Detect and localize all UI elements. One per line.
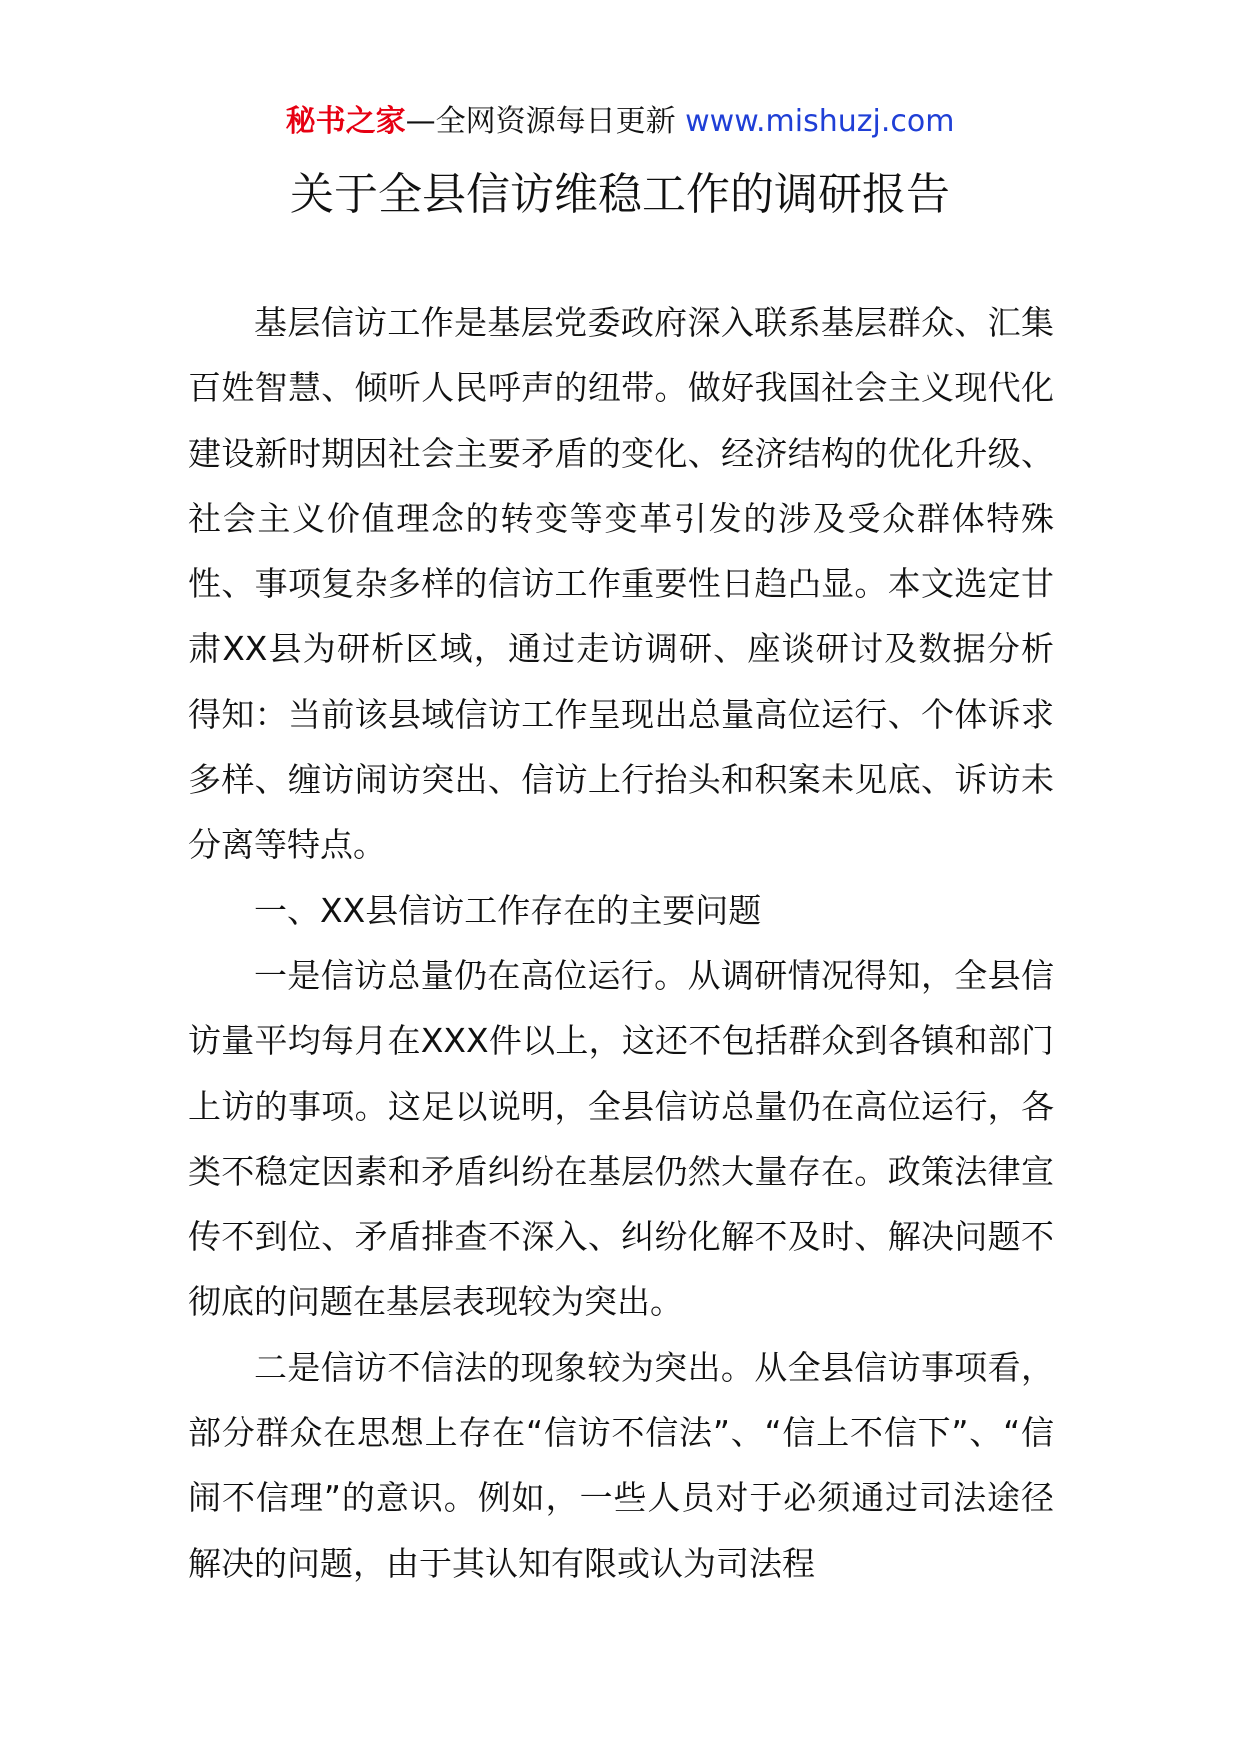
body-paragraph-2: 二是信访不信法的现象较为突出。从全县信访事项看，部分群众在思想上存在“信访不信法”、“信上不信下”、“信闹不信理”的意识。例如，一些人员对于必须通过司法途径解决的问题，由于其认知有限或认为司法程	[188, 1347, 1054, 1583]
site-url-link[interactable]: www.mishuzj.com	[685, 104, 955, 139]
banner-tagline: —全网资源每日更新	[405, 104, 686, 139]
document-title: 关于全县信访维稳工作的调研报告	[290, 169, 950, 220]
site-banner	[0, 102, 1240, 142]
brand-name: 秘书之家	[285, 104, 406, 139]
document-body	[188, 290, 1054, 1596]
section-heading: 一、XX县信访工作存在的主要问题	[254, 890, 762, 930]
intro-paragraph: 基层信访工作是基层党委政府深入联系基层群众、汇集百姓智慧、倾听人民呼声的纽带。做好我国社会主义现代化建设新时期因社会主要矛盾的变化、经济结构的优化升级、社会主义价值理念的转变等变革引发的涉及受众群体特殊性、事项复杂多样的信访工作重要性日趋凸显。本文选定甘肃XX县为研析区域，通过走访调研、座谈研讨及数据分析得知：当前该县域信访工作呈现出总量高位运行、个体诉求多样、缠访闹访突出、信访上行抬头和积案未见底、诉访未分离等特点。	[188, 303, 1054, 865]
body-paragraph-1: 一是信访总量仍在高位运行。从调研情况得知，全县信访量平均每月在XXX件以上，这还不包括群众到各镇和部门上访的事项。这足以说明，全县信访总量仍在高位运行，各类不稳定因素和矛盾纠纷在基层仍然大量存在。政策法律宣传不到位、矛盾排查不深入、纠纷化解不及时、解决问题不彻底的问题在基层表现较为突出。	[188, 955, 1054, 1322]
